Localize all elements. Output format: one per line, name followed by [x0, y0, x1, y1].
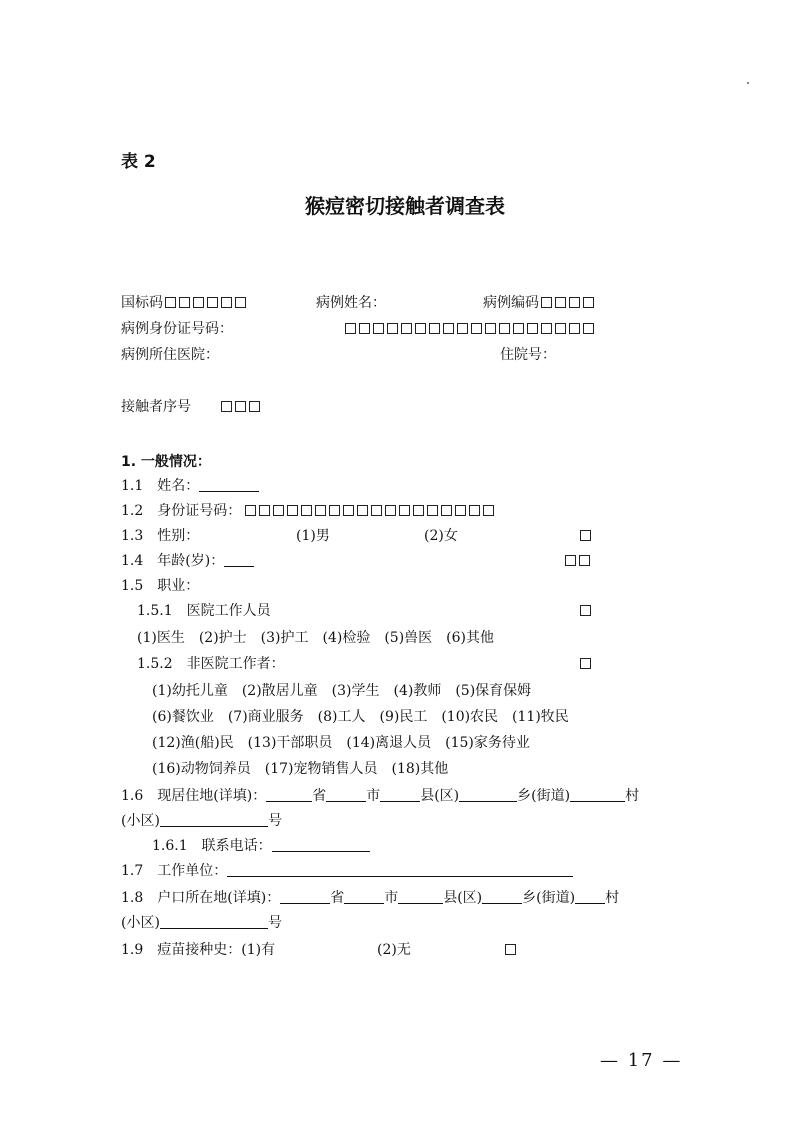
workplace-label: 1.7 工作单位：	[121, 863, 228, 879]
residence-house-field[interactable]	[160, 812, 268, 827]
vaccine-label[interactable]: 1.9 痘苗接种史：(1)有	[121, 942, 276, 958]
residence-county-field[interactable]	[380, 787, 420, 802]
residence-row	[121, 786, 639, 806]
contact-sequence-row	[121, 397, 263, 417]
residence-village-field[interactable]	[570, 787, 625, 802]
community-label: (小区)	[121, 813, 160, 829]
national-code-boxes[interactable]	[165, 295, 249, 311]
age-boxes[interactable]	[565, 551, 593, 571]
gender-label: 1.3 性别：	[121, 528, 200, 544]
case-number-boxes[interactable]	[541, 295, 597, 311]
hospital-staff-label: 1.5.1 医院工作人员	[137, 603, 271, 619]
household-province-field[interactable]	[280, 889, 330, 904]
non-hospital-options-3: (12)渔(船)民 (13)干部职员 (14)离退人员 (15)家务待业	[152, 735, 530, 751]
gender-male[interactable]: (1)男	[296, 528, 330, 544]
case-name-label: 病例姓名：	[316, 295, 386, 311]
village-label: 村	[625, 788, 640, 804]
township-label: 乡(街道)	[517, 788, 571, 804]
page-title: 猴痘密切接触者调查表	[305, 194, 505, 218]
household-row	[121, 888, 619, 908]
name-row	[121, 476, 259, 496]
non-hospital-options-4: (16)动物饲养员 (17)宠物销售人员 (18)其他	[152, 761, 449, 777]
household-house-field[interactable]	[160, 914, 268, 929]
name-label: 1.1 姓名：	[121, 478, 200, 494]
village-label: 村	[605, 890, 620, 906]
name-field[interactable]	[199, 477, 259, 492]
household-village-field[interactable]	[575, 889, 605, 904]
case-number-row	[483, 293, 597, 313]
household-county-field[interactable]	[398, 889, 443, 904]
page-number: — 17 —	[600, 1050, 683, 1071]
household-label: 1.8 户口所在地(详填)：	[121, 890, 281, 906]
residence-township-field[interactable]	[459, 787, 517, 802]
vaccine-checkbox[interactable]	[505, 940, 519, 960]
hospital-staff-options: (1)医生 (2)护士 (3)护工 (4)检验 (5)兽医 (6)其他	[137, 630, 494, 646]
workplace-field[interactable]	[227, 862, 573, 877]
province-label: 省	[330, 890, 345, 906]
house-no-label: 号	[267, 813, 282, 829]
non-hospital-options-1: (1)幼托儿童 (2)散居儿童 (3)学生 (4)教师 (5)保育保姆	[152, 683, 532, 699]
residence-row-2	[121, 811, 282, 831]
city-label: 市	[384, 890, 399, 906]
case-number-label: 病例编码	[483, 295, 539, 311]
house-no-label: 号	[267, 915, 282, 931]
non-hospital-options-2: (6)餐饮业 (7)商业服务 (8)工人 (9)民工 (10)农民 (11)牧民	[152, 709, 569, 725]
workplace-row	[121, 861, 573, 881]
contact-sequence-boxes[interactable]	[221, 399, 263, 415]
phone-row	[152, 836, 370, 856]
vaccine-no-option[interactable]: (2)无	[377, 942, 411, 958]
city-label: 市	[366, 788, 381, 804]
county-label: 县(区)	[443, 890, 483, 906]
age-field[interactable]	[224, 552, 254, 567]
section-heading: 1. 一般情况：	[121, 454, 211, 470]
id-row	[121, 501, 497, 521]
hospital-staff-checkbox[interactable]	[580, 601, 594, 621]
age-row	[121, 551, 254, 571]
case-hospital-label: 病例所住医院：	[121, 347, 219, 363]
residence-province-field[interactable]	[266, 787, 312, 802]
table-label: 表 2	[121, 152, 156, 172]
age-label: 1.4 年龄(岁)：	[121, 553, 225, 569]
province-label: 省	[312, 788, 327, 804]
gender-female[interactable]: (2)女	[424, 528, 458, 544]
county-label: 县(区)	[420, 788, 460, 804]
admission-no-label: 住院号：	[500, 347, 556, 363]
id-label: 1.2 身份证号码：	[121, 503, 242, 519]
township-label: 乡(街道)	[522, 890, 576, 906]
case-id-boxes[interactable]	[345, 319, 597, 339]
residence-city-field[interactable]	[326, 787, 366, 802]
corner-mark	[747, 82, 749, 84]
household-township-field[interactable]	[482, 889, 522, 904]
gender-checkbox[interactable]	[580, 526, 594, 546]
household-city-field[interactable]	[344, 889, 384, 904]
contact-sequence-label: 接触者序号	[121, 399, 191, 415]
national-code-row	[121, 293, 249, 313]
occupation-label: 1.5 职业：	[121, 578, 200, 594]
phone-label: 1.6.1 联系电话：	[152, 838, 272, 854]
id-boxes[interactable]	[245, 503, 497, 519]
national-code-label: 国标码	[121, 295, 163, 311]
phone-field[interactable]	[272, 837, 370, 852]
community-label: (小区)	[121, 915, 160, 931]
case-id-label: 病例身份证号码：	[121, 321, 233, 337]
residence-label: 1.6 现居住地(详填)：	[121, 788, 267, 804]
non-hospital-label: 1.5.2 非医院工作者：	[137, 656, 285, 672]
household-row-2	[121, 913, 282, 933]
non-hospital-checkbox[interactable]	[580, 654, 594, 674]
